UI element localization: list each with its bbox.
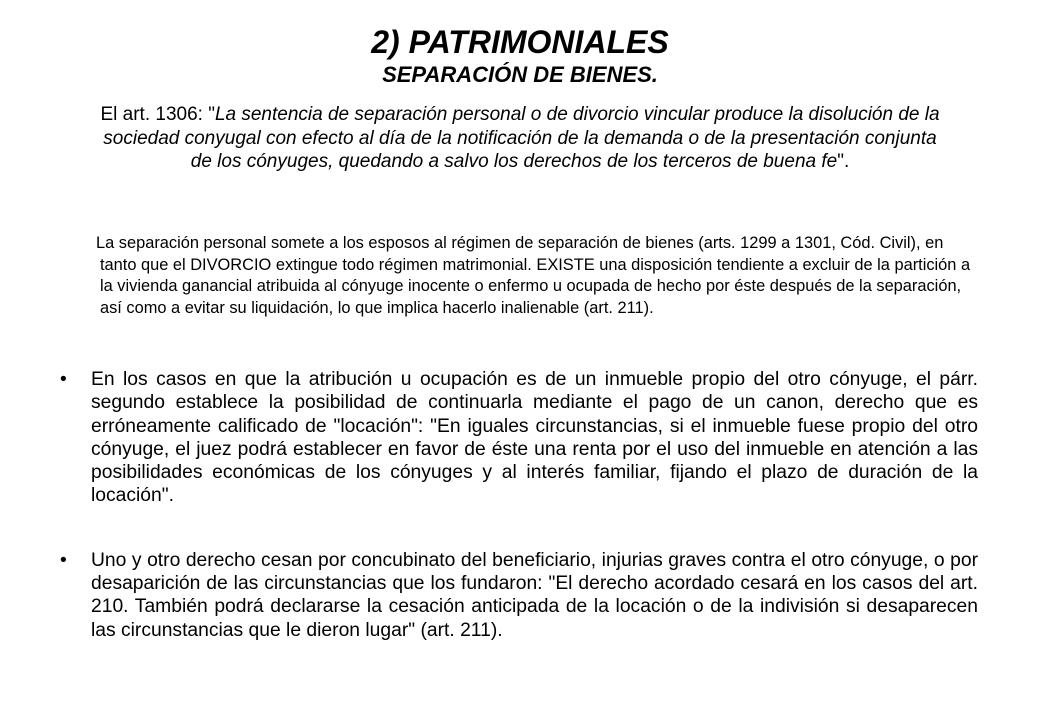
bullet-text: En los casos en que la atribución u ocupación es de un inmueble propio del otro cónyuge, el párr. segundo establece la posibilidad de continuarla mediante el pago de un canon, derecho que es erróneamente calificado de "locación": "En iguales circunstancias, si el inmueble fuese propio del otro cónyuge, el juez podrá establecer en favor de éste una renta por el uso del inmueble en atención a las posibilidades económicas de los cónyuges y al interés familiar, fijando el plazo de duración de la locación". (91, 369, 978, 507)
bullet-text: Uno y otro derecho cesan por concubinato del beneficiario, injurias graves contra el otro cónyuge, o por desaparición de las circunstancias que los fundaron: "El derecho acordado cesará en los casos del art. 210. También podrá declararse la cesación anticipada de la locación o de la indivisión si desaparecen las circunstancias que le dieron lugar" (art. 211). (91, 549, 978, 641)
separation-paragraph: La separación personal somete a los esposos al régimen de separación de bienes (arts. 1299 a 1301, Cód. Civil), en tanto que el DIVORCIO extingue todo régimen matrimonial. EXISTE una disposición tendiente a excluir de la partición a la vivienda ganancial atribuida al cónyuge inocente o enfermo u ocupada de hecho por éste después de la separación, así como a evitar su liquidación, lo que implica hacerlo inalienable (art. 211). (96, 234, 971, 317)
bullet-list (54, 368, 978, 642)
slide-subtitle: SEPARACIÓN DE BIENES. (382, 62, 658, 87)
article-quote (100, 103, 940, 174)
slide-title: 2) PATRIMONIALES (371, 24, 669, 60)
quote-suffix: ". (837, 151, 850, 172)
bullet-dot-icon: • (60, 369, 67, 390)
bullet-item (54, 549, 978, 642)
bullet-dot-icon: • (60, 549, 67, 571)
quote-text: La sentencia de separación personal o de divorcio vincular produce la disolución de la sociedad conyugal con efecto al día de la notificación de la demanda o de la presentación conjunta de los cónyuges, quedando a salvo los derechos de los terceros de buena fe (103, 104, 940, 172)
bullet-item (54, 368, 978, 508)
quote-prefix: El art. 1306: " (100, 104, 215, 125)
